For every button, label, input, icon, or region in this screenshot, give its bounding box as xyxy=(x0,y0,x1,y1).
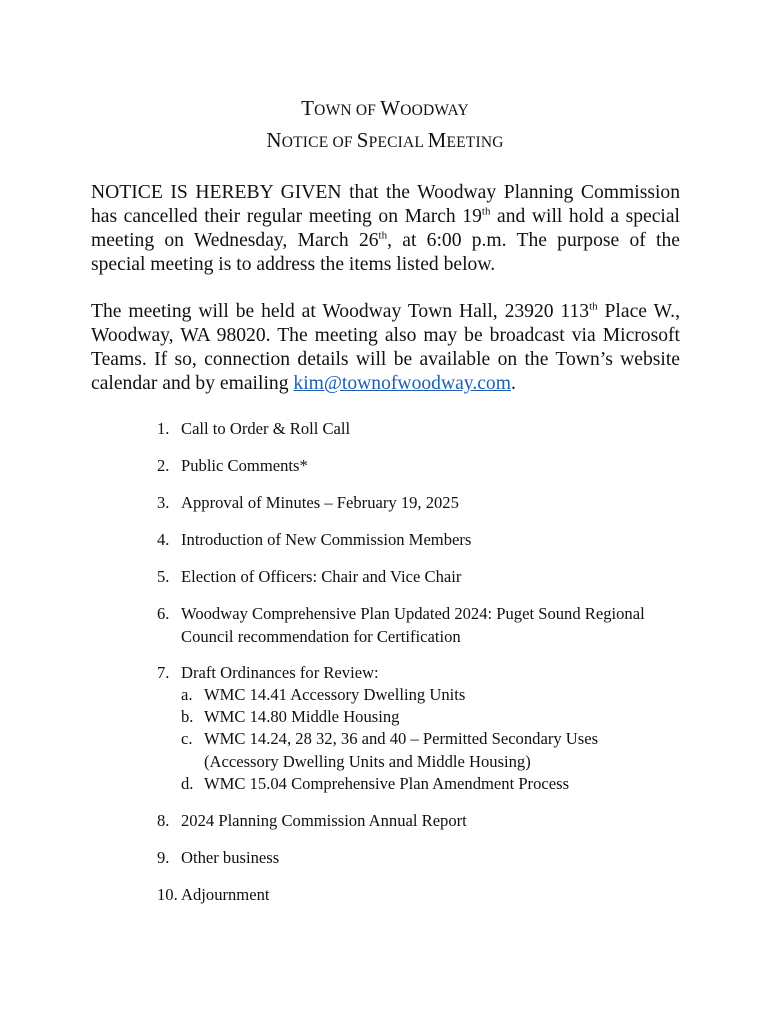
agenda-item: 7. Draft Ordinances for Review: xyxy=(157,663,379,682)
title-notice: NOTICE OF SPECIAL MEETING xyxy=(266,128,504,152)
agenda-item: 2. Public Comments* xyxy=(157,456,308,475)
notice-paragraph: NOTICE IS HEREBY GIVEN that the Woodway Planning Commission has cancelled their regular meeting on March 19th and will hold a special meeting on Wednesday, March 26th, at 6:00 p.m. The purpose of the special meeting is to address the items listed below. xyxy=(91,182,680,275)
agenda-item: 5. Election of Officers: Chair and Vice Chair xyxy=(157,567,462,586)
agenda-item: 1. Call to Order & Roll Call xyxy=(157,419,351,438)
agenda-subitem: b. WMC 14.80 Middle Housing xyxy=(181,707,400,726)
email-link[interactable]: kim@townofwoodway.com xyxy=(293,373,511,394)
agenda-subitem: a. WMC 14.41 Accessory Dwelling Units xyxy=(181,685,466,704)
agenda-item: 6. Woodway Comprehensive Plan Updated 2024: Puget Sound Regional Council recommendation for Certification xyxy=(157,604,645,646)
agenda-item: 10. Adjournment xyxy=(157,885,270,904)
agenda-subitem: c. WMC 14.24, 28 32, 36 and 40 – Permitted Secondary Uses (Accessory Dwelling Units and Middle Housing) xyxy=(181,729,599,771)
agenda-item: 9. Other business xyxy=(157,848,280,867)
agenda-subitem: d. WMC 15.04 Comprehensive Plan Amendment Process xyxy=(181,774,570,793)
title-town-name: TOWN OF WOODWAY xyxy=(301,96,469,120)
agenda-item: 3. Approval of Minutes – February 19, 2025 xyxy=(157,493,459,512)
agenda-item: 4. Introduction of New Commission Members xyxy=(157,530,472,549)
location-paragraph: The meeting will be held at Woodway Town Hall, 23920 113th Place W., Woodway, WA 98020. The meeting also may be broadcast via Microsoft Teams. If so, connection details will be available on the Town’s website calendar and by emailing kim@townofwoodway.com. xyxy=(91,300,680,394)
agenda-item: 8. 2024 Planning Commission Annual Report xyxy=(157,811,467,830)
